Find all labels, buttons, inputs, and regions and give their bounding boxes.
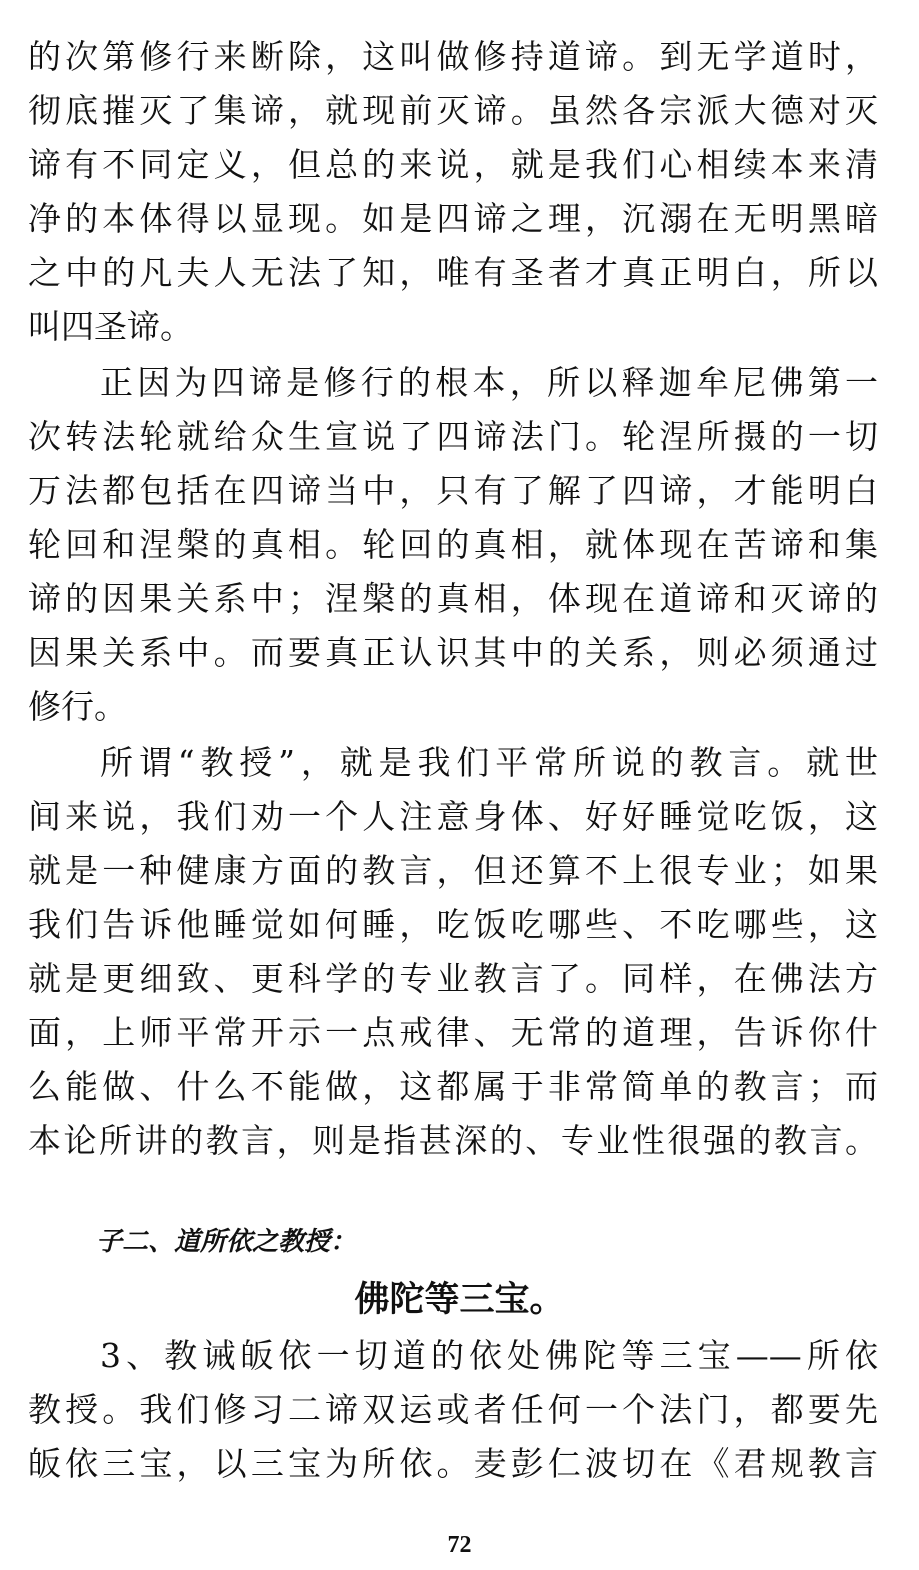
- section-heading: 子二、道所依之教授：: [96, 1227, 357, 1257]
- text-line: 谛有不同定义，但总的来说，就是我们心相续本来清: [28, 145, 878, 184]
- text-line: 叫四圣谛。: [28, 307, 193, 346]
- text-line: 3、教诫皈依一切道的依处佛陀等三宝——所依: [100, 1336, 878, 1375]
- text-line: 教授。我们修习二谛双运或者任何一个法门，都要先: [28, 1390, 878, 1429]
- text-line: 轮回和涅槃的真相。轮回的真相，就体现在苦谛和集: [28, 525, 878, 564]
- text-line: 修行。: [28, 687, 127, 726]
- text-line: 就是更细致、更科学的专业教言了。同样，在佛法方: [28, 959, 878, 998]
- text-line: 就是一种健康方面的教言，但还算不上很专业；如果: [28, 851, 878, 890]
- text-line: 因果关系中。而要真正认识其中的关系，则必须通过: [28, 633, 878, 672]
- text-line: 间来说，我们劝一个人注意身体、好好睡觉吃饭，这: [28, 797, 878, 836]
- text-line: 正因为四谛是修行的根本，所以释迦牟尼佛第一: [100, 363, 878, 402]
- text-line: 的次第修行来断除，这叫做修持道谛。到无学道时，: [28, 37, 878, 76]
- text-line: 所谓“教授”，就是我们平常所说的教言。就世: [100, 743, 878, 782]
- text-line: 本论所讲的教言，则是指甚深的、专业性很强的教言。: [28, 1121, 878, 1160]
- text-line: 净的本体得以显现。如是四谛之理，沉溺在无明黑暗: [28, 199, 878, 238]
- text-line: 彻底摧灭了集谛，就现前灭谛。虽然各宗派大德对灭: [28, 91, 878, 130]
- root-verse: 佛陀等三宝。: [354, 1280, 565, 1320]
- text-line: 我们告诉他睡觉如何睡，吃饭吃哪些、不吃哪些，这: [28, 905, 878, 944]
- text-line: 皈依三宝，以三宝为所依。麦彭仁波切在《君规教言: [28, 1444, 878, 1483]
- text-line: 面，上师平常开示一点戒律、无常的道理，告诉你什: [28, 1013, 878, 1052]
- page-number: 72: [447, 1532, 472, 1558]
- text-line: 次转法轮就给众生宣说了四谛法门。轮涅所摄的一切: [28, 417, 878, 456]
- text-line: 谛的因果关系中；涅槃的真相，体现在道谛和灭谛的: [28, 579, 878, 618]
- text-line: 万法都包括在四谛当中，只有了解了四谛，才能明白: [28, 471, 878, 510]
- text-line: 之中的凡夫人无法了知，唯有圣者才真正明白，所以: [28, 253, 878, 292]
- text-line: 么能做、什么不能做，这都属于非常简单的教言；而: [28, 1067, 878, 1106]
